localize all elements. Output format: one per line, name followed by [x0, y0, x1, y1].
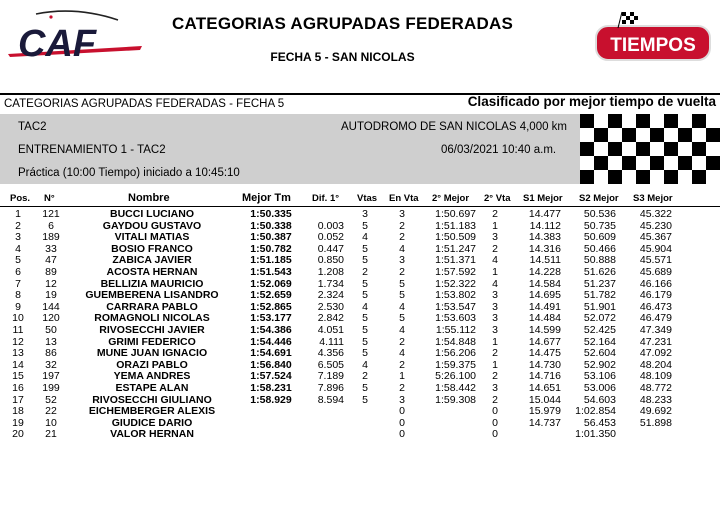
cell-num: 86 — [45, 347, 57, 360]
session-start-info: Práctica (10:00 Tiempo) iniciado a 10:45:10 — [18, 167, 240, 179]
cell-pos: 16 — [12, 382, 24, 394]
cell-laps: 4 — [362, 300, 368, 313]
cell-lap-on: 4 — [399, 300, 405, 313]
caf-logo-text: CAF — [18, 23, 97, 65]
cell-s2: 52.902 — [583, 358, 616, 371]
cell-second-lap: 1 — [492, 219, 498, 232]
cell-s1: 14.383 — [528, 231, 561, 244]
cell-lap-on: 4 — [399, 242, 405, 255]
cell-num: 52 — [45, 393, 57, 406]
cell-s3: 48.109 — [639, 370, 672, 383]
cell-second: 5:26.100 — [435, 370, 476, 383]
cell-s1: 14.737 — [528, 416, 561, 429]
cell-second: 1:50.509 — [435, 231, 476, 244]
col-second: 2° Mejor — [432, 193, 470, 204]
cell-second: 1:56.206 — [435, 347, 476, 360]
cell-lap-on: 5 — [399, 312, 405, 325]
cell-second: 1:53.603 — [435, 312, 476, 325]
cell-num: 13 — [45, 335, 57, 348]
cell-num: 199 — [42, 382, 60, 394]
cell-s1: 14.584 — [528, 277, 561, 290]
table-row — [0, 428, 720, 440]
cell-s1: 14.677 — [528, 335, 561, 348]
cell-best: 1:57.524 — [250, 370, 292, 383]
cell-best: 1:58.929 — [250, 393, 292, 406]
cell-num: 12 — [45, 277, 57, 290]
cell-laps: 5 — [362, 277, 368, 290]
cell-pos: 3 — [15, 231, 21, 244]
cell-s3: 45.230 — [639, 219, 672, 232]
cell-best: 1:54.691 — [250, 347, 292, 360]
cell-s1: 14.651 — [528, 382, 561, 394]
cell-best: 1:51.185 — [250, 254, 292, 267]
cell-laps: 5 — [362, 289, 368, 302]
cell-laps: 5 — [362, 335, 368, 348]
cell-second-lap: 1 — [492, 358, 498, 371]
cell-diff: 0.052 — [317, 231, 344, 244]
cell-laps: 5 — [362, 324, 368, 336]
cell-num: 21 — [45, 428, 57, 441]
cell-pos: 1 — [15, 208, 21, 220]
cell-name: BUCCI LUCIANO — [110, 208, 194, 220]
cell-laps: 5 — [362, 219, 368, 232]
cell-s2: 51.901 — [583, 300, 616, 313]
col-s2: S2 Mejor — [579, 193, 619, 204]
checkered-flag-pattern — [580, 114, 720, 184]
cell-second-lap: 1 — [492, 335, 498, 348]
cell-s3: 46.166 — [639, 277, 672, 290]
cell-lap-on: 0 — [399, 428, 405, 441]
table-row — [0, 220, 720, 232]
page-subtitle: FECHA 5 - SAN NICOLAS — [270, 50, 415, 64]
cell-s2: 52.164 — [583, 335, 616, 348]
cell-second-lap: 0 — [492, 416, 498, 429]
cell-diff: 0.003 — [317, 219, 344, 232]
cell-pos: 4 — [15, 242, 21, 255]
cell-second-lap: 3 — [492, 300, 498, 313]
cell-s2: 53.006 — [583, 382, 616, 394]
cell-lap-on: 3 — [399, 254, 405, 267]
cell-second: 1:50.697 — [435, 208, 476, 220]
cell-best: 1:52.069 — [250, 277, 292, 290]
cell-second-lap: 3 — [492, 289, 498, 302]
cell-s1: 14.112 — [529, 219, 561, 232]
cell-lap-on: 1 — [399, 370, 405, 383]
cell-lap-on: 2 — [399, 219, 405, 232]
cell-pos: 5 — [15, 254, 21, 267]
cell-name: RIVOSECCHI JAVIER — [99, 324, 205, 336]
cell-diff: 2.530 — [317, 300, 344, 313]
cell-num: 33 — [45, 242, 57, 255]
cell-lap-on: 2 — [399, 358, 405, 371]
circuit-label: AUTODROMO DE SAN NICOLAS 4,000 km — [341, 121, 568, 133]
cell-s3: 48.772 — [639, 382, 672, 394]
cell-num: 89 — [45, 266, 57, 278]
cell-s1: 14.716 — [528, 370, 561, 383]
cell-second: 1:53.547 — [435, 300, 476, 313]
session-datetime: 06/03/2021 10:40 a.m. — [441, 144, 557, 156]
cell-second-lap: 3 — [492, 231, 498, 244]
cell-name: VITALI MATIAS — [114, 231, 190, 244]
cell-s3: 47.349 — [639, 324, 672, 336]
cell-pos: 18 — [12, 405, 24, 418]
cell-diff: 1.734 — [317, 277, 344, 290]
cell-best: 1:50.782 — [250, 242, 292, 255]
cell-s2: 52.604 — [583, 347, 616, 360]
cell-s3: 46.479 — [639, 312, 672, 325]
cell-s2: 50.466 — [583, 242, 616, 255]
cell-diff: 7.896 — [317, 382, 344, 394]
cell-s1: 14.484 — [528, 312, 561, 325]
col-second-lap: 2° Vta — [484, 193, 511, 204]
cell-laps: 5 — [362, 347, 368, 360]
cell-s2: 51.782 — [583, 289, 616, 302]
tiempos-logo-text: TIEMPOS — [610, 35, 696, 56]
cell-name: BELLIZIA MAURICIO — [100, 277, 204, 290]
cell-best: 1:53.177 — [250, 312, 292, 325]
col-diff: Dif. 1° — [312, 193, 340, 204]
cell-second: 1:51.183 — [435, 219, 476, 232]
col-s3: S3 Mejor — [633, 193, 673, 204]
cell-s1: 15.044 — [528, 393, 561, 406]
cell-name: GAYDOU GUSTAVO — [102, 219, 202, 232]
cell-second: 1:59.375 — [435, 358, 476, 371]
cell-pos: 8 — [15, 289, 21, 302]
table-row — [0, 405, 720, 417]
cell-s1: 14.695 — [528, 289, 561, 302]
cell-lap-on: 2 — [399, 335, 405, 348]
cell-name: GIUDICE DARIO — [111, 416, 193, 429]
table-row — [0, 394, 720, 406]
table-row — [0, 359, 720, 371]
cell-s1: 14.228 — [528, 266, 561, 278]
cell-best: 1:50.335 — [250, 208, 292, 220]
caf-logo — [6, 8, 146, 66]
cell-s2: 50.609 — [583, 231, 616, 244]
cell-s2: 53.106 — [583, 370, 616, 383]
cell-second: 1:52.322 — [435, 277, 476, 290]
cell-lap-on: 2 — [399, 266, 405, 278]
cell-best: 1:50.338 — [250, 219, 292, 232]
cell-best: 1:56.840 — [250, 358, 292, 371]
cell-lap-on: 2 — [399, 231, 405, 244]
cell-second: 1:53.802 — [435, 289, 476, 302]
cell-laps: 5 — [362, 254, 368, 267]
cell-laps: 2 — [362, 266, 368, 278]
cell-laps: 5 — [362, 382, 368, 394]
table-row — [0, 243, 720, 255]
cell-name: YEMA ANDRES — [113, 370, 191, 383]
table-row — [0, 254, 720, 266]
cell-num: 50 — [45, 324, 57, 336]
cell-pos: 9 — [15, 300, 21, 313]
cell-laps: 4 — [362, 231, 368, 244]
cell-pos: 19 — [12, 416, 24, 429]
cell-name: EICHEMBERGER ALEXIS — [88, 405, 216, 418]
cell-s1: 14.475 — [528, 347, 561, 360]
col-best: Mejor Tm — [242, 192, 291, 204]
cell-name: RIVOSECCHI GIULIANO — [92, 393, 212, 406]
cell-second-lap: 4 — [492, 254, 498, 267]
cell-diff: 4.051 — [317, 324, 344, 336]
cell-second-lap: 2 — [492, 242, 498, 255]
cell-lap-on: 0 — [399, 416, 405, 429]
cell-second: 1:51.247 — [435, 242, 476, 255]
classification-label: Clasificado por mejor tiempo de vuelta — [467, 94, 716, 109]
cell-pos: 15 — [12, 370, 24, 383]
cell-s3: 46.179 — [639, 289, 672, 302]
cell-best: 1:58.231 — [250, 382, 292, 394]
cell-num: 121 — [42, 208, 60, 220]
cell-laps: 5 — [362, 242, 368, 255]
cell-lap-on: 3 — [399, 393, 405, 406]
cell-s1: 14.730 — [528, 358, 561, 371]
cell-second-lap: 2 — [492, 347, 498, 360]
cell-diff: 4.111 — [319, 335, 344, 348]
cell-s3: 45.367 — [639, 231, 672, 244]
cell-diff: 2.324 — [317, 289, 344, 302]
cell-pos: 2 — [15, 219, 21, 232]
cell-lap-on: 4 — [399, 347, 405, 360]
cell-best: 1:50.387 — [250, 231, 292, 244]
cell-pos: 17 — [12, 393, 24, 406]
table-row — [0, 208, 720, 220]
cell-best: 1:52.865 — [250, 300, 292, 313]
cell-s3: 46.473 — [639, 300, 672, 313]
cell-s2: 54.603 — [583, 393, 616, 406]
cell-best: 1:52.659 — [250, 289, 292, 302]
cell-second-lap: 3 — [492, 312, 498, 325]
col-num: N° — [44, 193, 55, 204]
cell-second-lap: 3 — [492, 324, 498, 336]
col-name: Nombre — [128, 192, 170, 204]
cell-second: 1:57.592 — [435, 266, 476, 278]
table-row — [0, 417, 720, 429]
cell-s2: 50.536 — [583, 208, 616, 220]
cell-pos: 12 — [12, 335, 24, 348]
table-row — [0, 347, 720, 359]
cell-best: 1:54.386 — [250, 324, 292, 336]
cell-s2: 1:01.350 — [575, 428, 616, 441]
cell-laps: 5 — [362, 393, 368, 406]
cell-s2: 1:02.854 — [575, 405, 616, 418]
cell-s2: 51.626 — [583, 266, 616, 278]
cell-s2: 56.453 — [583, 416, 616, 429]
cell-lap-on: 3 — [399, 208, 405, 220]
session-name: ENTRENAMIENTO 1 - TAC2 — [18, 144, 166, 156]
cell-second-lap: 1 — [492, 266, 498, 278]
table-row — [0, 324, 720, 336]
cell-num: 120 — [42, 312, 60, 325]
cell-second-lap: 2 — [492, 393, 498, 406]
cell-lap-on: 0 — [399, 405, 405, 418]
cell-name: VALOR HERNAN — [110, 428, 194, 441]
cell-pos: 20 — [12, 428, 24, 441]
table-row — [0, 336, 720, 348]
cell-diff: 0.447 — [317, 242, 344, 255]
cell-s2: 51.237 — [583, 277, 616, 290]
cell-name: MUNE JUAN IGNACIO — [96, 347, 208, 360]
table-row — [0, 278, 720, 290]
cell-num: 144 — [42, 300, 60, 313]
cell-pos: 13 — [12, 347, 24, 360]
table-row — [0, 312, 720, 324]
cell-name: ZABICA JAVIER — [112, 254, 192, 267]
cell-second-lap: 2 — [492, 370, 498, 383]
cell-s3: 47.231 — [639, 335, 672, 348]
cell-s1: 14.491 — [528, 300, 561, 313]
cell-s3: 45.689 — [639, 266, 672, 278]
cell-second-lap: 2 — [492, 208, 498, 220]
cell-name: CARRARA PABLO — [106, 300, 198, 313]
cell-name: GRIMI FEDERICO — [108, 335, 196, 348]
cell-diff: 7.189 — [317, 370, 344, 383]
table-row — [0, 301, 720, 313]
table-header-divider — [0, 206, 720, 207]
cell-s1: 14.599 — [528, 324, 561, 336]
cell-s2: 52.425 — [583, 324, 616, 336]
table-row — [0, 382, 720, 394]
cell-name: ACOSTA HERNAN — [106, 266, 198, 278]
cell-num: 22 — [45, 405, 57, 418]
cell-diff: 1.208 — [317, 266, 344, 278]
cell-num: 19 — [45, 289, 57, 302]
cell-s2: 50.735 — [583, 219, 616, 232]
cell-num: 189 — [42, 231, 60, 244]
cell-second-lap: 3 — [492, 382, 498, 394]
cell-s3: 48.233 — [639, 393, 672, 406]
table-row — [0, 289, 720, 301]
col-lap-on: En Vta — [389, 193, 419, 204]
cell-second-lap: 0 — [492, 405, 498, 418]
cell-best: 1:51.543 — [250, 266, 292, 278]
cell-s1: 14.511 — [529, 254, 561, 267]
cell-num: 6 — [48, 219, 54, 232]
cell-second: 1:59.308 — [435, 393, 476, 406]
cell-name: GUEMBERENA LISANDRO — [85, 289, 219, 302]
cell-num: 10 — [45, 416, 57, 429]
cell-s3: 45.904 — [639, 242, 672, 255]
cell-lap-on: 2 — [399, 382, 405, 394]
cell-laps: 5 — [362, 312, 368, 325]
cell-name: ORAZI PABLO — [116, 358, 188, 371]
cell-name: ESTAPE ALAN — [115, 382, 189, 394]
cell-second-lap: 0 — [492, 428, 498, 441]
cell-s1: 14.477 — [528, 208, 561, 220]
cell-s2: 50.888 — [583, 254, 616, 267]
cell-diff: 0.850 — [317, 254, 344, 267]
col-s1: S1 Mejor — [523, 193, 563, 204]
cell-second: 1:51.371 — [435, 254, 476, 267]
cell-num: 197 — [42, 370, 60, 383]
table-row — [0, 231, 720, 243]
cell-name: ROMAGNOLI NICOLAS — [94, 312, 210, 325]
cell-laps: 2 — [362, 370, 368, 383]
cell-num: 32 — [45, 358, 57, 371]
cell-lap-on: 4 — [399, 324, 405, 336]
cell-pos: 11 — [12, 324, 24, 336]
cell-s3: 47.092 — [639, 347, 672, 360]
cell-pos: 7 — [15, 277, 21, 290]
page-title: CATEGORIAS AGRUPADAS FEDERADAS — [172, 14, 513, 33]
table-row — [0, 370, 720, 382]
table-row — [0, 266, 720, 278]
cell-s3: 51.898 — [639, 416, 672, 429]
cell-second: 1:55.112 — [435, 324, 476, 336]
cell-s2: 52.072 — [583, 312, 616, 325]
cell-s1: 15.979 — [528, 405, 561, 418]
cell-name: BOSIO FRANCO — [111, 242, 193, 255]
cell-lap-on: 5 — [399, 289, 405, 302]
cell-lap-on: 5 — [399, 277, 405, 290]
cell-second-lap: 4 — [492, 277, 498, 290]
cell-diff: 4.356 — [317, 347, 344, 360]
cell-num: 47 — [45, 254, 57, 267]
cell-laps: 4 — [362, 358, 368, 371]
cell-s3: 49.692 — [639, 405, 672, 418]
category-title: CATEGORIAS AGRUPADAS FEDERADAS - FECHA 5 — [4, 98, 285, 110]
tiempos-logo — [594, 8, 712, 66]
cell-s3: 45.571 — [639, 254, 672, 267]
cell-s3: 45.322 — [639, 208, 672, 220]
col-laps: Vtas — [357, 193, 378, 204]
col-pos: Pos. — [10, 193, 31, 204]
cell-pos: 14 — [12, 358, 24, 371]
cell-diff: 6.505 — [317, 358, 344, 371]
class-code: TAC2 — [18, 121, 47, 133]
cell-s3: 48.204 — [639, 358, 672, 371]
cell-pos: 10 — [12, 312, 24, 325]
cell-second: 1:58.442 — [435, 382, 476, 394]
cell-second: 1:54.848 — [435, 335, 476, 348]
cell-diff: 2.842 — [317, 312, 344, 325]
cell-diff: 8.594 — [317, 393, 344, 406]
cell-best: 1:54.446 — [250, 335, 292, 348]
cell-pos: 6 — [15, 266, 21, 278]
cell-s1: 14.316 — [528, 242, 561, 255]
cell-laps: 3 — [362, 208, 368, 220]
